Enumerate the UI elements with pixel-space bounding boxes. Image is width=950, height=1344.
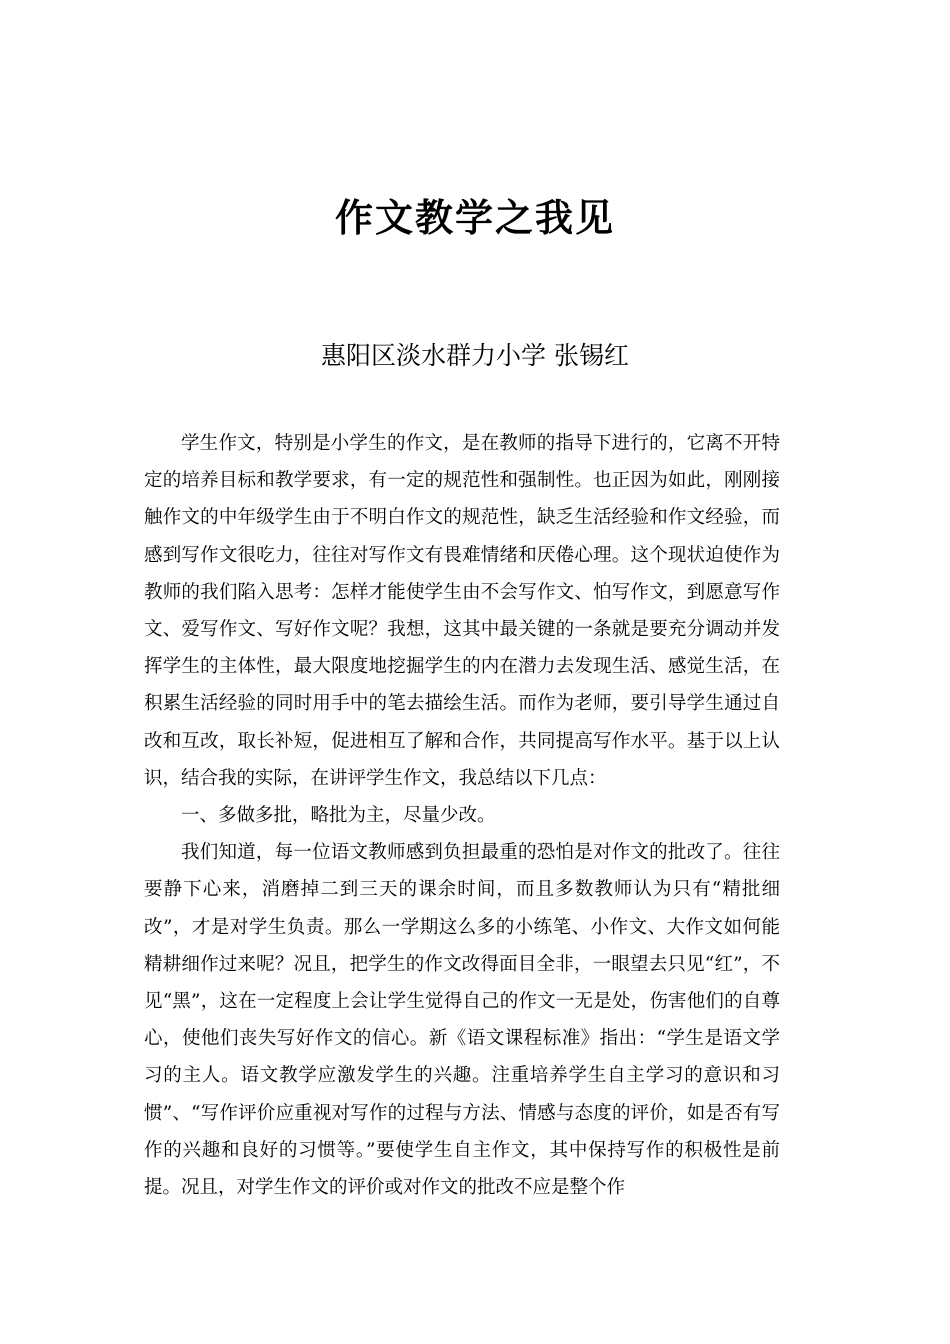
paragraph-section-1: 我们知道，每一位语文教师感到负担最重的恐怕是对作文的批改了。往往要静下心来，消磨掉二到三天的课余时间，而且多数教师认为只有“精批细改”，才是对学生负责。那么一学期这么多的小练笔、小作文、大作文如何能精耕细作过来呢？况且，把学生的作文改得面目全非，一眼望去只见“红”，不见“黑”，这在一定程度上会让学生觉得自己的作文一无是处，伤害他们的自尊心，使他们丧失写好作文的信心。新《语文课程标准》指出：“学生是语文学习的主人。语文教学应激发学生的兴趣。注重培养学生自主学习的意识和习惯”、“写作评价应重视对写作的过程与方法、情感与态度的评价，如是否有写作的兴趣和良好的习惯等。”要使学生自主作文，其中保持写作的积极性是前提。况且，对学生作文的评价或对作文的批改不应是整个作 bbox=[144, 842, 780, 1199]
document-title: 作文教学之我见 bbox=[334, 196, 615, 240]
author-line: 惠阳区淡水群力小学 张锡红 bbox=[321, 341, 629, 370]
document-body bbox=[144, 425, 780, 1206]
paragraph-intro: 学生作文，特别是小学生的作文，是在教师的指导下进行的，它离不开特定的培养目标和教学要求，有一定的规范性和强制性。也正因为如此，刚刚接触作文的中年级学生由于不明白作文的规范性，缺乏生活经验和作文经验，而感到写作文很吃力，往往对写作文有畏难情绪和厌倦心理。这个现状迫使作为教师的我们陷入思考：怎样才能使学生由不会写作文、怕写作文，到愿意写作文、爱写作文、写好作文呢？我想，这其中最关键的一条就是要充分调动并发挥学生的主体性，最大限度地挖掘学生的内在潜力去发现生活、感觉生活，在积累生活经验的同时用手中的笔去描绘生活。而作为老师，要引导学生通过自改和互改，取长补短，促进相互了解和合作，共同提高写作水平。基于以上认识，结合我的实际，在讲评学生作文，我总结以下几点： bbox=[144, 433, 780, 789]
section-heading-1: 一、多做多批，略批为主，尽量少改。 bbox=[181, 805, 496, 827]
